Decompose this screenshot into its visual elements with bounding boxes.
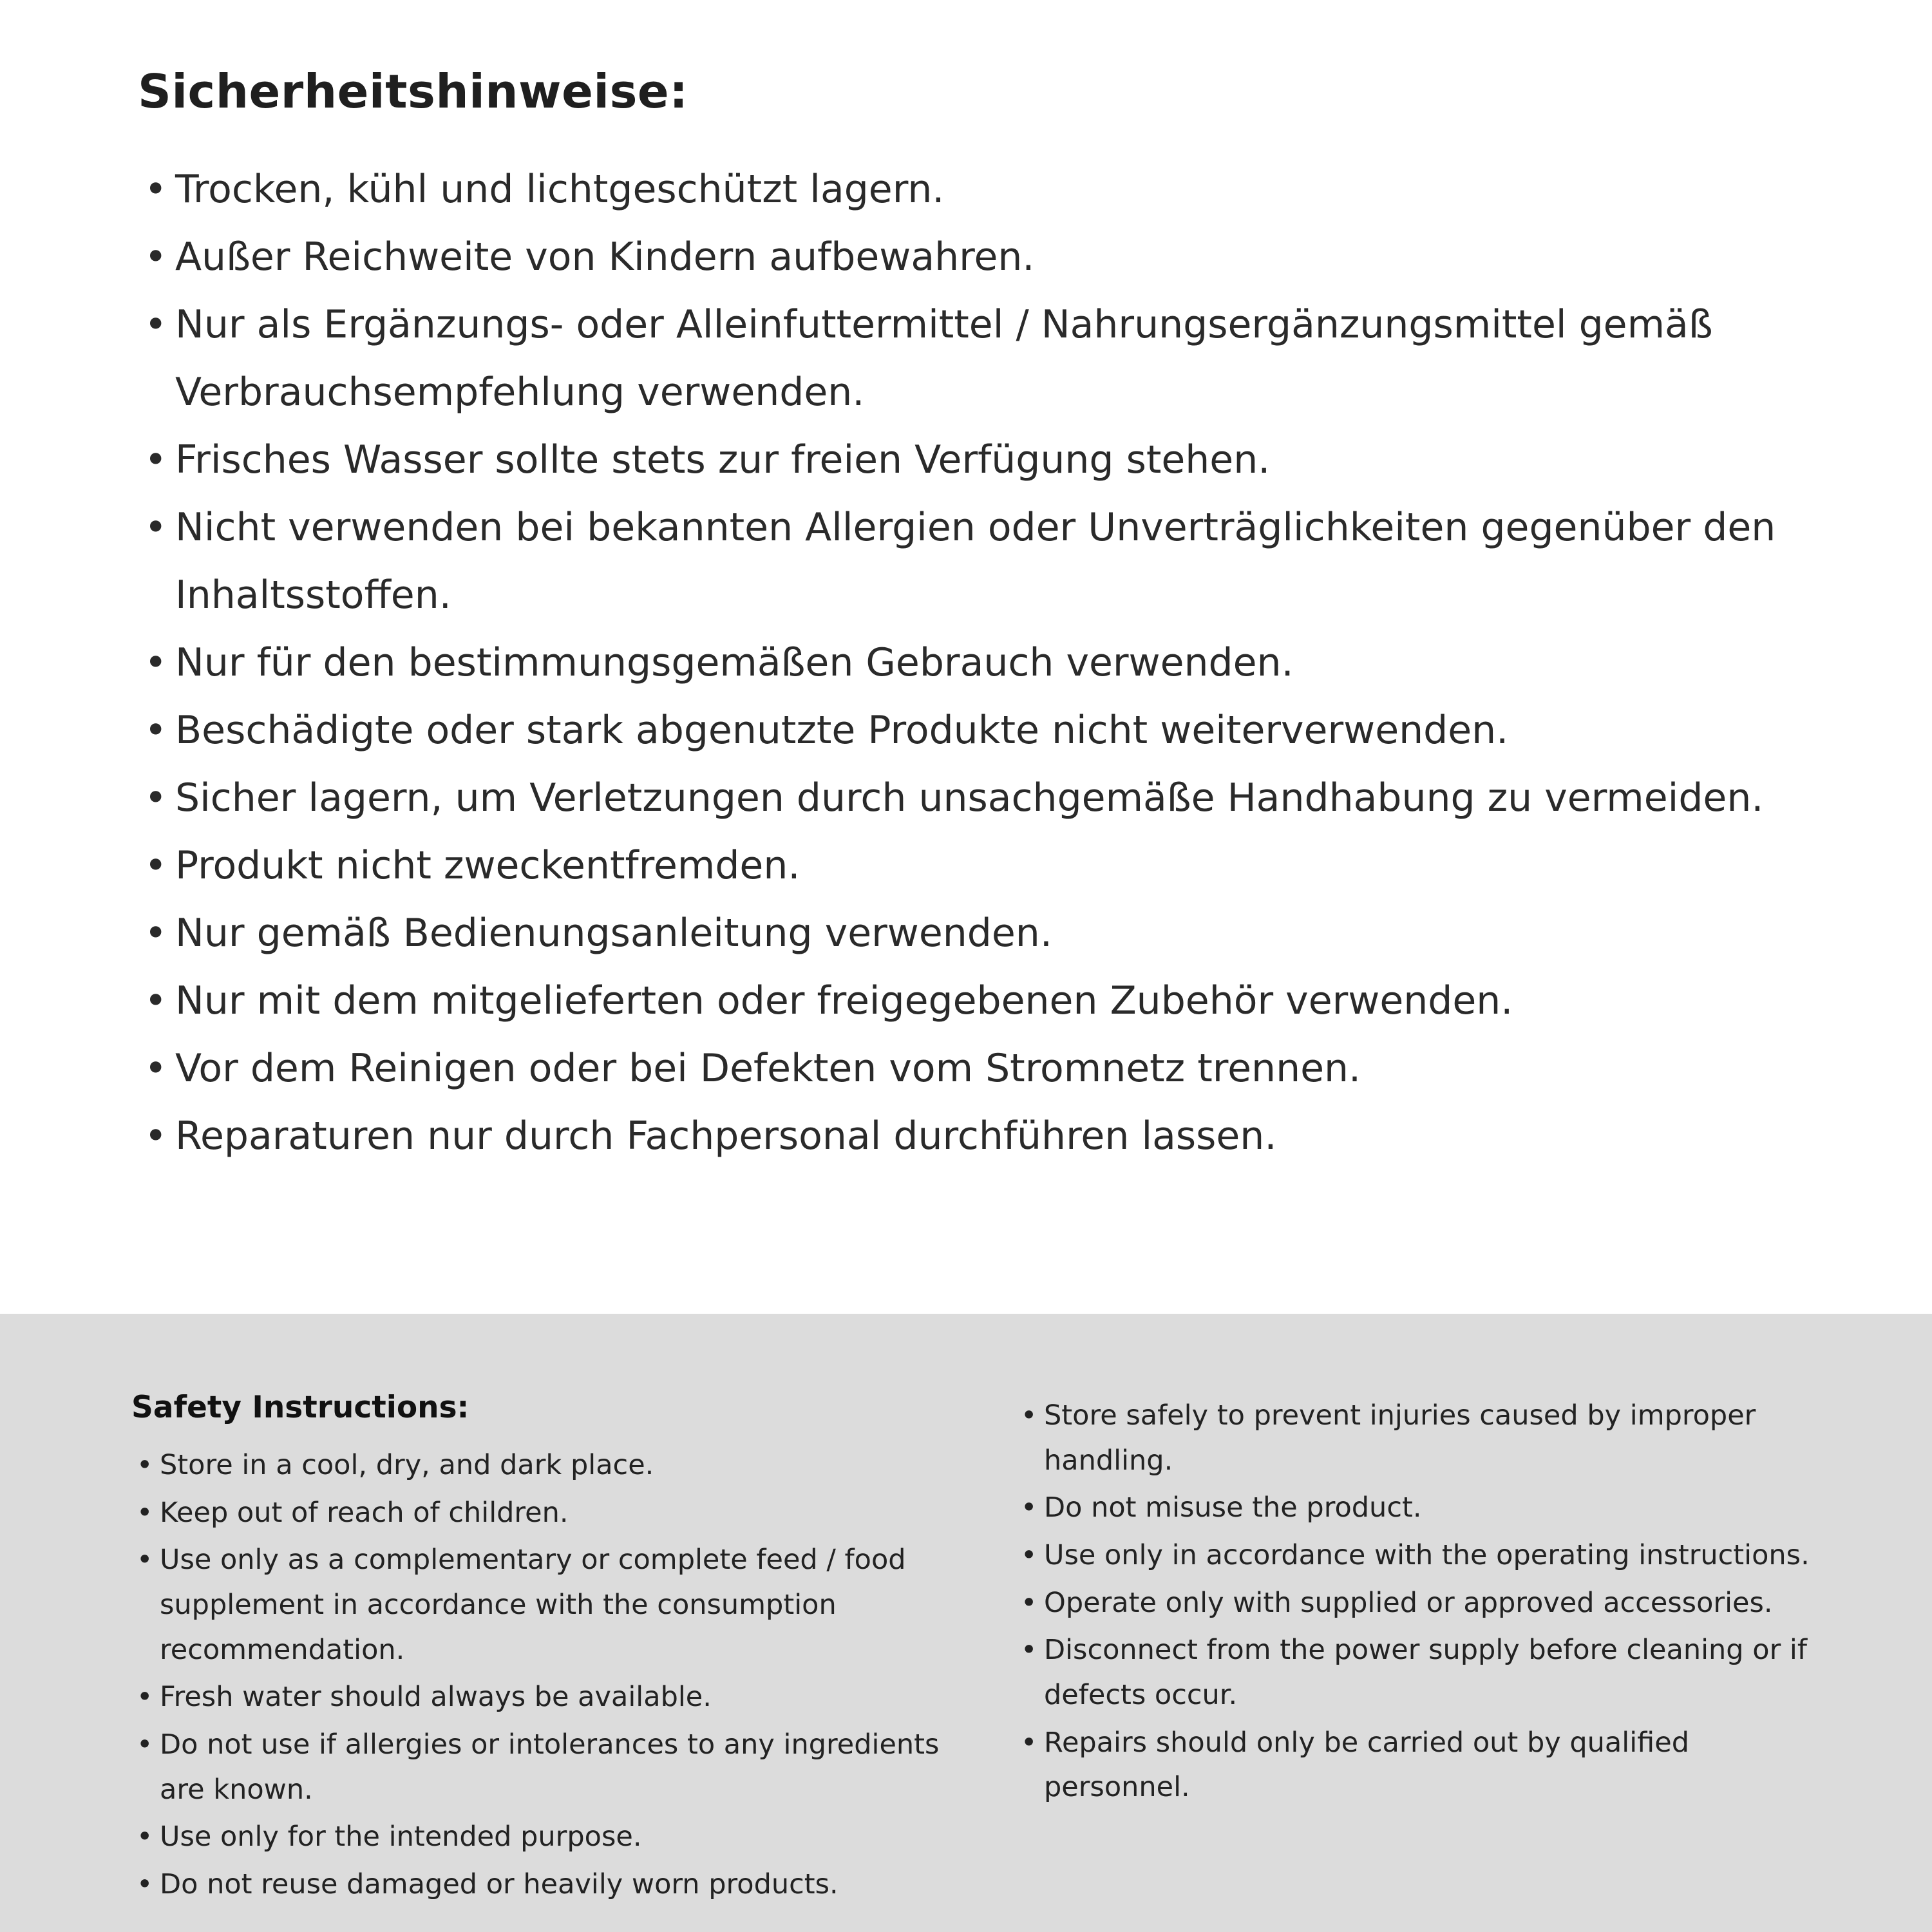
list-item: • Operate only with supplied or approved accessories. [1016,1581,1842,1626]
list-item: • Nur als Ergänzungs- oder Alleinfuttermittel / Nahrungsergänzungsmittel gemäß Verbrauchsempfehlung verwenden. [138,291,1803,426]
list-item: • Beschädigte oder stark abgenutzte Produkte nicht weiterverwenden. [138,697,1803,764]
german-section-title: Sicherheitshinweise: [138,64,688,118]
list-item: • Use only in accordance with the operating instructions. [1016,1533,1842,1578]
list-item: • Repairs should only be carried out by qualified personnel. [1016,1721,1842,1810]
list-item: • Trocken, kühl und lichtgeschützt lagern. [138,156,1803,223]
list-item: • Außer Reichweite von Kindern aufbewahren. [138,223,1803,291]
english-safety-list-left [131,1443,958,1908]
list-item: • Nur mit dem mitgelieferten oder freigegebenen Zubehör verwenden. [138,967,1803,1035]
list-item: • Vor dem Reinigen oder bei Defekten vom Stromnetz trennen. [138,1035,1803,1103]
list-item: • Use only as a complementary or complete feed / food supplement in accordance with the consumption recommendation. [131,1538,958,1672]
english-left-column [131,1390,958,1932]
list-item: • Produkt nicht zweckentfremden. [138,832,1803,900]
list-item: • Disconnect from the power supply before cleaning or if defects occur. [1016,1628,1842,1718]
list-item: • Store safely to prevent injuries caused by improper handling. [1016,1394,1842,1483]
list-item: • Do not use if allergies or intolerances to any ingredients are known. [131,1723,958,1812]
english-safety-list-right [1016,1394,1842,1810]
english-section-title: Safety Instructions: [131,1390,469,1425]
english-safety-section [0,1314,1932,1932]
english-right-column [1016,1390,1842,1932]
list-item: • Nur für den bestimmungsgemäßen Gebrauch verwenden. [138,629,1803,697]
list-item: • Keep out of reach of children. [131,1491,958,1536]
list-item: • Use only for the intended purpose. [131,1815,958,1860]
list-item: • Nur gemäß Bedienungsanleitung verwenden. [138,900,1803,967]
list-item: • Reparaturen nur durch Fachpersonal durchführen lassen. [138,1103,1803,1170]
list-item: • Store in a cool, dry, and dark place. [131,1443,958,1488]
list-item: • Fresh water should always be available. [131,1675,958,1720]
list-item: • Sicher lagern, um Verletzungen durch unsachgemäße Handhabung zu vermeiden. [138,764,1803,832]
german-safety-list [138,156,1803,1170]
list-item: • Frisches Wasser sollte stets zur freien Verfügung stehen. [138,426,1803,494]
list-item: • Nicht verwenden bei bekannten Allergien oder Unverträglichkeiten gegenüber den Inhaltsstoffen. [138,494,1803,629]
list-item: • Do not misuse the product. [1016,1486,1842,1531]
list-item: • Do not reuse damaged or heavily worn products. [131,1862,958,1908]
